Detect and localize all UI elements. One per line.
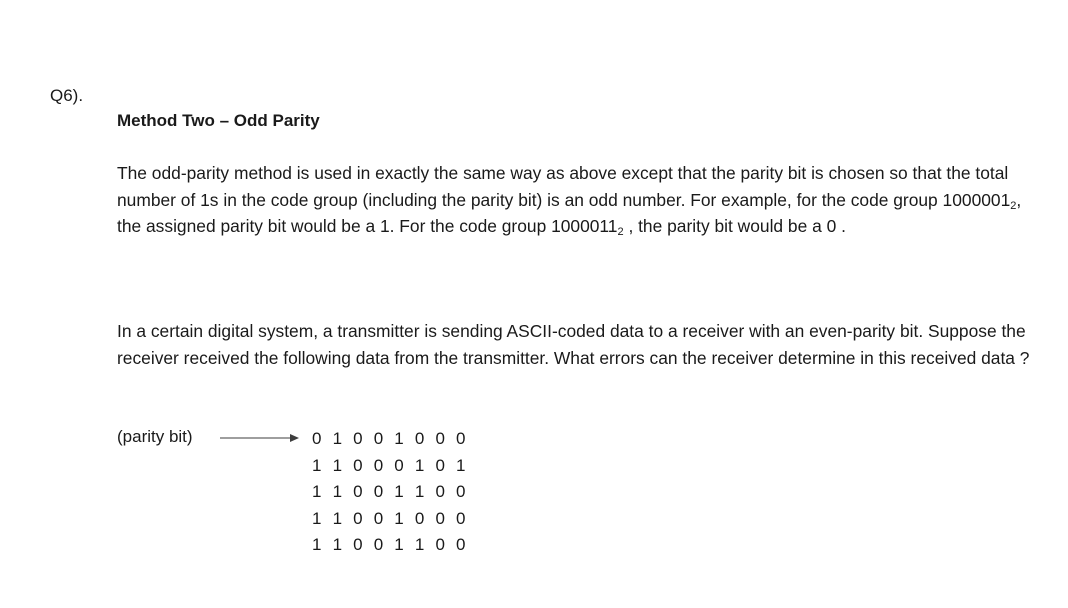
data-row: 0 1 0 0 1 0 0 0: [312, 429, 469, 448]
explanation-text-3: , the parity bit would be a 0 .: [623, 216, 846, 236]
base-subscript-1: 2: [1010, 199, 1017, 212]
received-data-list: [312, 426, 469, 559]
section-heading: Method Two – Odd Parity: [117, 111, 320, 130]
question-text: In a certain digital system, a transmitter is sending ASCII-coded data to a receiver with an even-parity bit. Suppose the receiver received the following data from the transmitter. What errors can the receiver determine in this received data ?: [117, 321, 1030, 368]
arrow-right-icon: [220, 430, 300, 446]
explanation-text-1: The odd-parity method is used in exactly the same way as above except that the parity bit is chosen so that the total number of 1s in the code group (including the parity bit) is an odd number. For example, for the code group 1000001: [117, 163, 1011, 210]
data-row: 1 1 0 0 1 1 0 0: [312, 482, 469, 501]
base-subscript-2: 2: [617, 226, 624, 238]
data-row: 1 1 0 0 1 1 0 0: [312, 535, 469, 554]
explanation-text-2: , the assigned parity bit would be a 1. For the code group 1000011: [117, 189, 1022, 236]
data-row: 1 1 0 0 0 1 0 1: [312, 455, 469, 475]
data-row: 1 1 0 0 1 0 0 0: [312, 508, 469, 528]
question-number: Q6).: [50, 86, 84, 105]
parity-bit-label: (parity bit): [117, 427, 193, 446]
odd-parity-explanation: [117, 160, 1037, 240]
